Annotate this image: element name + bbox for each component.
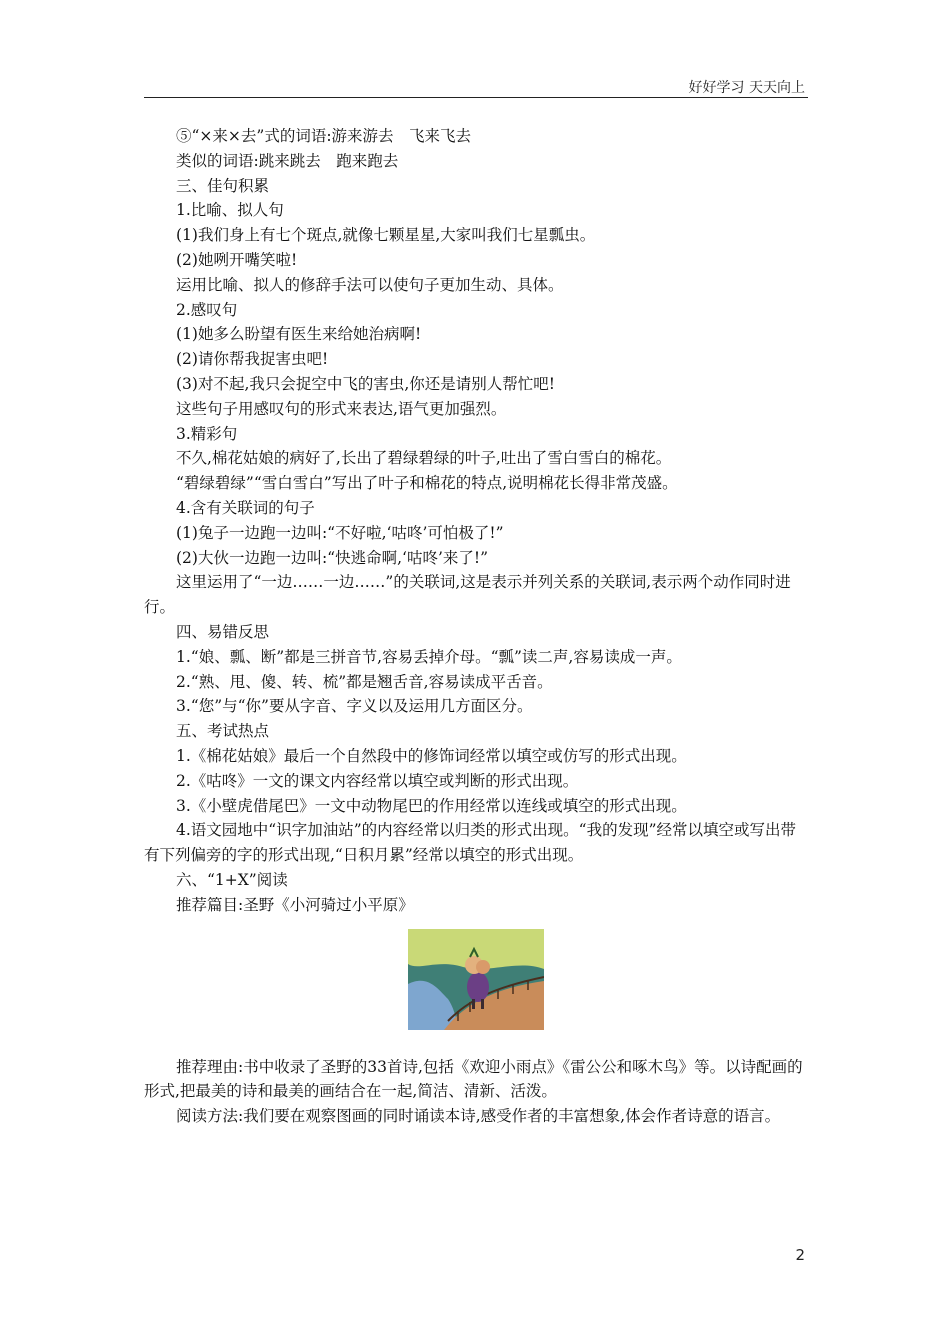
text-line: ⑤“×来×去”式的词语:游来游去 飞来飞去 <box>176 127 472 145</box>
section-heading: 六、“1+X”阅读 <box>176 870 288 889</box>
text-line: “碧绿碧绿”“雪白雪白”写出了叶子和棉花的特点,说明棉花长得非常茂盛。 <box>176 474 678 493</box>
text-line: (1)兔子一边跑一边叫:“不好啦,‘咕咚’可怕极了!” <box>176 523 504 542</box>
header-title: 好好学习 天天向上 <box>688 80 805 96</box>
text-paragraph: 推荐理由:书中收录了圣野的33首诗,包括《欢迎小雨点》《雷公公和啄木鸟》等。以诗配画的形式,把最美的诗和最美的画结合在一起,简洁、清新、活泼。 <box>144 1057 803 1101</box>
subsection-heading: 2.感叹句 <box>176 300 238 319</box>
child-legs <box>472 999 475 1009</box>
text-line: (2)她咧开嘴笑啦! <box>176 250 298 269</box>
text-paragraph: 阅读方法:我们要在观察图画的同时诵读本诗,感受作者的丰富想象,体会作者诗意的语言。 <box>176 1107 781 1126</box>
header-rule <box>144 97 808 98</box>
text-line: 这些句子用感叹句的形式来表达,语气更加强烈。 <box>176 399 507 418</box>
child-head-2 <box>476 960 490 974</box>
subsection-heading: 1.比喻、拟人句 <box>176 201 284 220</box>
subsection-heading: 4.含有关联词的句子 <box>176 498 315 517</box>
text-line: 3.“您”与“你”要从字音、字义以及运用几方面区分。 <box>176 697 533 716</box>
page-number: 2 <box>795 1246 805 1264</box>
text-line: (1)我们身上有七个斑点,就像七颗星星,大家叫我们七星瓢虫。 <box>176 226 596 245</box>
text-line: 1.《棉花姑娘》最后一个自然段中的修饰词经常以填空或仿写的形式出现。 <box>176 746 687 765</box>
text-line: 类似的词语:跳来跳去 跑来跑去 <box>176 151 399 170</box>
child-legs-2 <box>481 999 484 1009</box>
text-paragraph: 4.语文园地中“识字加油站”的内容经常以归类的形式出现。“我的发现”经常以填空或写出带有下列偏旁的字的形式出现,“日积月累”经常以填空的形式出现。 <box>144 821 796 865</box>
text-line: 推荐篇目:圣野《小河骑过小平原》 <box>176 895 414 914</box>
text-line: 3.《小壁虎借尾巴》一文中动物尾巴的作用经常以连线或填空的形式出现。 <box>176 796 687 815</box>
text-line: 2.“熟、甩、傻、转、梳”都是翘舌音,容易读成平舌音。 <box>176 672 553 691</box>
text-line: (1)她多么盼望有医生来给她治病啊! <box>176 325 422 344</box>
section-heading: 五、考试热点 <box>176 722 270 741</box>
section-heading: 四、易错反思 <box>176 622 270 641</box>
book-illustration <box>408 929 544 1030</box>
subsection-heading: 3.精彩句 <box>176 424 238 443</box>
text-line: 运用比喻、拟人的修辞手法可以使句子更加生动、具体。 <box>176 275 564 294</box>
text-line: 不久,棉花姑娘的病好了,长出了碧绿碧绿的叶子,吐出了雪白雪白的棉花。 <box>176 449 672 468</box>
document-body <box>144 124 808 1129</box>
text-line: (2)大伙一边跑一边叫:“快逃命啊,‘咕咚’来了!” <box>176 548 489 567</box>
text-line: 2.《咕咚》一文的课文内容经常以填空或判断的形式出现。 <box>176 771 579 790</box>
child-dress <box>467 972 489 1002</box>
text-line: 1.“娘、瓢、断”都是三拼音节,容易丢掉介母。“瓢”读二声,容易读成一声。 <box>176 647 682 666</box>
text-line: (2)请你帮我捉害虫吧! <box>176 350 329 369</box>
section-heading: 三、佳句积累 <box>176 176 270 195</box>
text-line: (3)对不起,我只会捉空中飞的害虫,你还是请别人帮忙吧! <box>176 374 556 393</box>
text-paragraph: 这里运用了“一边……一边……”的关联词,这是表示并列关系的关联词,表示两个动作同时进行。 <box>144 573 791 617</box>
